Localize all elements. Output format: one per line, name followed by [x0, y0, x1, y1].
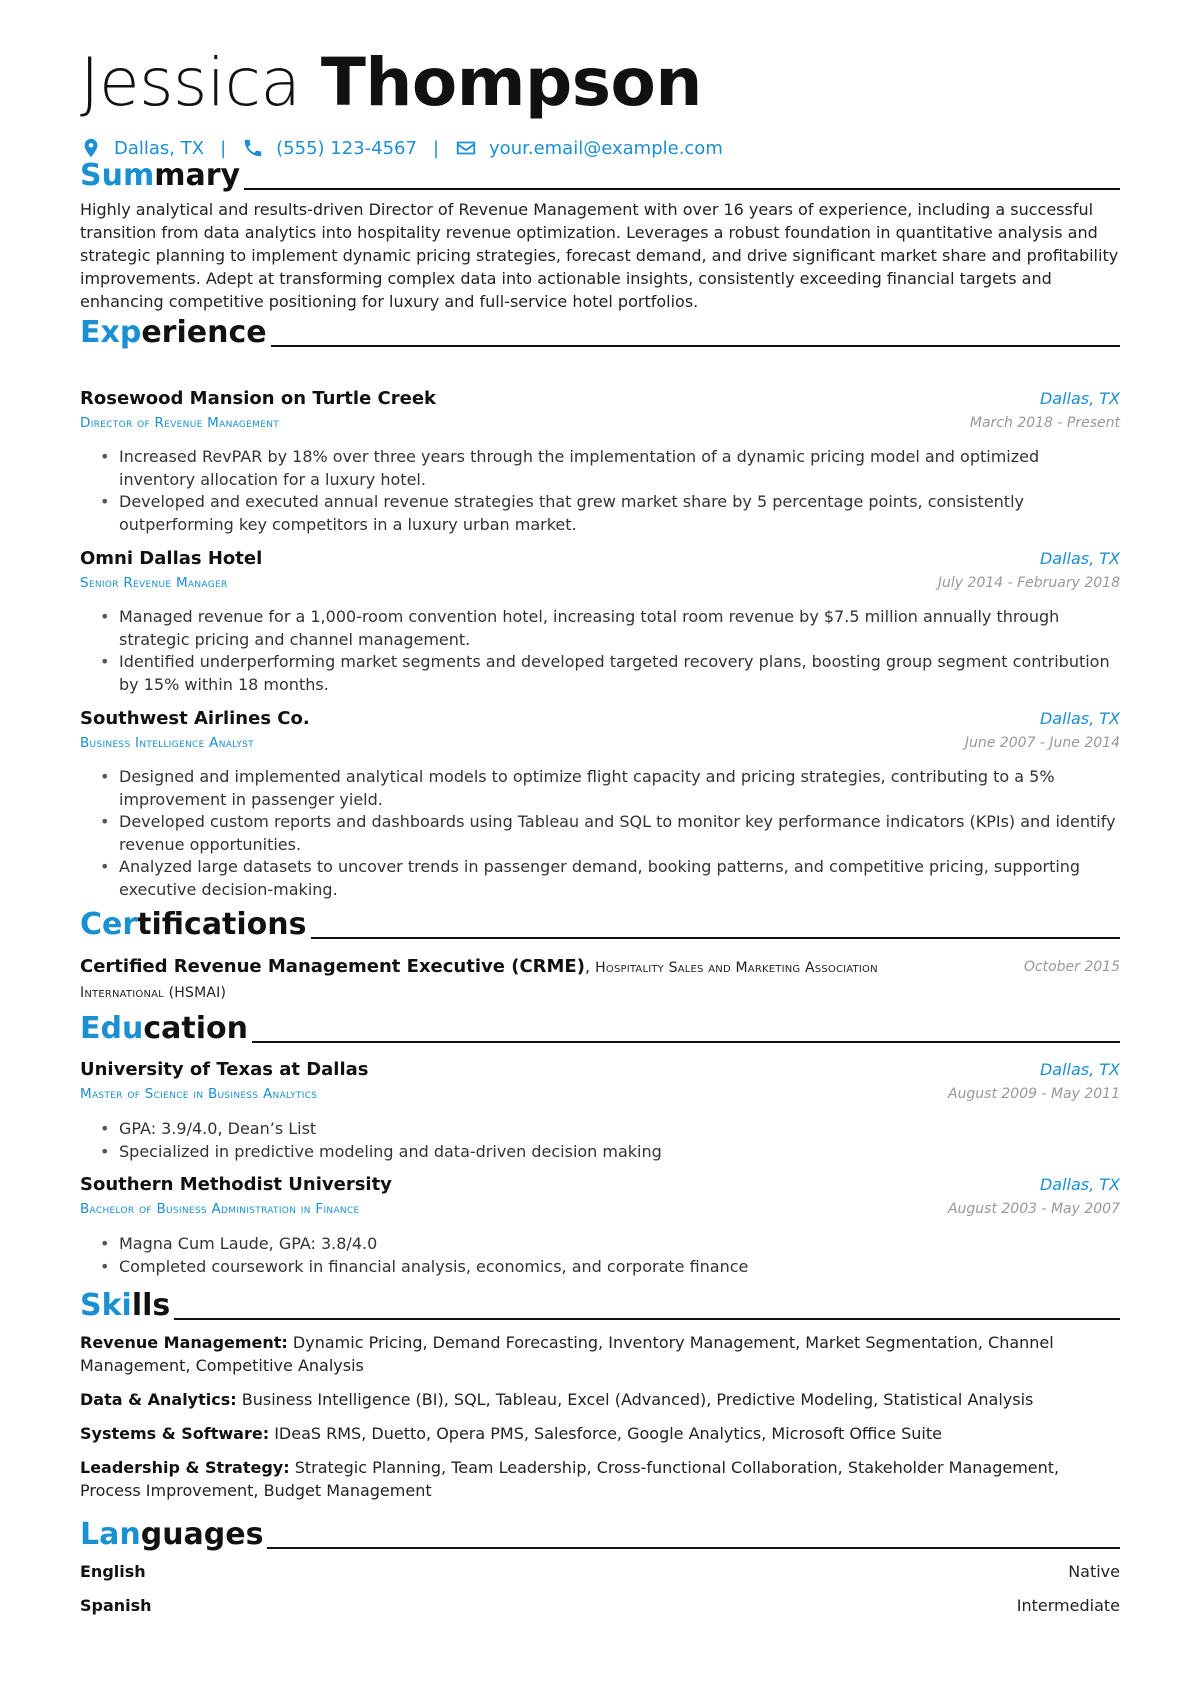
- list-item: • Completed coursework in financial analysis, economics, and corporate finance: [100, 1256, 1120, 1279]
- skill-label: Leadership & Strategy:: [80, 1458, 290, 1477]
- job-bullets: [100, 606, 1120, 696]
- section-header-certifications: [80, 905, 1120, 945]
- skill-label: Data & Analytics:: [80, 1390, 237, 1409]
- job-bullets: [100, 446, 1120, 536]
- section-title: Summary: [80, 158, 241, 193]
- job-location: Dallas, TX: [1039, 549, 1120, 568]
- certification-date: October 2015: [1023, 959, 1120, 975]
- job-role: Business Intelligence Analyst: [80, 735, 254, 751]
- school-name: University of Texas at Dallas: [80, 1059, 369, 1080]
- skill-group: [80, 1456, 1120, 1502]
- education-dates: August 2003 - May 2007: [947, 1201, 1120, 1217]
- list-item: • Designed and implemented analytical models to optimize flight capacity and pricing strategies, contributing to a 5% improvement in passenger yield.: [100, 766, 1120, 811]
- contact-separator: |: [220, 137, 227, 159]
- first-name: Jessica: [80, 44, 301, 121]
- contact-separator: |: [432, 137, 440, 159]
- certification-entry: Certified Revenue Management Executive (CRME), Hospitality Sales and Marketing Association International (HSMAI): [80, 956, 878, 1001]
- job-dates: March 2018 - Present: [969, 415, 1120, 431]
- skill-group: [80, 1388, 1120, 1411]
- skill-label: Revenue Management:: [80, 1333, 288, 1352]
- section-title: Experience: [80, 315, 267, 350]
- list-item: • Managed revenue for a 1,000-room convention hotel, increasing total room revenue by $7.5 million annually through strategic pricing and channel management.: [100, 606, 1120, 651]
- job-company: Rosewood Mansion on Turtle Creek: [80, 388, 437, 409]
- summary-text: Highly analytical and results-driven Director of Revenue Management with over 16 years of experience, including a successful transition from data analytics into hospitality revenue optimization. Leverages a robust foundation in quantitative analysis and strategic planning to implement dynamic pricing strategies, forecast demand, and drive significant market share and profitability improvements. Adept at transforming complex data into actionable insights, consistently exceeding financial targets and enhancing competitive positioning for luxury and full-service hotel portfolios.: [80, 200, 1119, 311]
- job-bullets: [100, 766, 1120, 901]
- section-header-experience: [80, 313, 1120, 353]
- job-location: Dallas, TX: [1039, 389, 1120, 408]
- school-name: Southern Methodist University: [80, 1174, 392, 1195]
- list-item: • Increased RevPAR by 18% over three years through the implementation of a dynamic pricing model and optimized inventory allocation for a luxury hotel.: [100, 446, 1120, 491]
- language-name: English: [80, 1562, 146, 1581]
- job-company: Omni Dallas Hotel: [80, 548, 263, 569]
- section-rule: [174, 1318, 1120, 1320]
- certification-name: Certified Revenue Management Executive (CRME): [80, 956, 585, 977]
- education-bullets: [100, 1118, 1120, 1163]
- skill-group: [80, 1331, 1120, 1377]
- education-bullets: [100, 1233, 1120, 1278]
- candidate-name: [80, 40, 702, 126]
- job-role: Senior Revenue Manager: [80, 575, 228, 591]
- job-location: Dallas, TX: [1039, 709, 1120, 728]
- section-header-education: [80, 1009, 1120, 1049]
- job-dates: July 2014 - February 2018: [937, 575, 1120, 591]
- section-title: Certifications: [80, 907, 307, 942]
- degree: Bachelor of Business Administration in Finance: [80, 1201, 360, 1217]
- skill-items: Strategic Planning, Team Leadership, Cross-functional Collaboration, Stakeholder Management, Process Improvement, Budget Management: [80, 1458, 1060, 1500]
- email-link[interactable]: your.email@example.com: [489, 137, 723, 159]
- section-header-languages: [80, 1515, 1120, 1555]
- list-item: • Developed and executed annual revenue strategies that grew market share by 5 percentage points, consistently outperforming key competitors in a luxury urban market.: [100, 491, 1120, 536]
- section-rule: [271, 345, 1120, 347]
- skill-items: IDeaS RMS, Duetto, Opera PMS, Salesforce, Google Analytics, Microsoft Office Suite: [274, 1424, 942, 1443]
- school-location: Dallas, TX: [1039, 1060, 1120, 1079]
- degree: Master of Science in Business Analytics: [80, 1086, 318, 1102]
- certification-org: Hospitality Sales and Marketing Association International (HSMAI): [80, 960, 878, 1001]
- list-item: • Analyzed large datasets to uncover trends in passenger demand, booking patterns, and competitive pricing, supporting executive decision-making.: [100, 856, 1120, 901]
- section-header-summary: [80, 156, 1120, 196]
- job-dates: June 2007 - June 2014: [964, 735, 1120, 751]
- skill-items: Dynamic Pricing, Demand Forecasting, Inventory Management, Market Segmentation, Channel Management, Competitive Analysis: [80, 1333, 1054, 1375]
- list-item: • Specialized in predictive modeling and data-driven decision making: [100, 1141, 1120, 1164]
- education-dates: August 2009 - May 2011: [947, 1086, 1120, 1102]
- location-text: Dallas, TX: [114, 137, 205, 159]
- language-level: Intermediate: [1016, 1596, 1120, 1615]
- last-name: Thompson: [320, 44, 702, 121]
- section-title: Languages: [80, 1517, 264, 1552]
- list-item: • GPA: 3.9/4.0, Dean’s List: [100, 1118, 1120, 1141]
- section-rule: [267, 1547, 1120, 1549]
- section-rule: [311, 937, 1120, 939]
- skill-group: [80, 1422, 1120, 1445]
- list-item: • Developed custom reports and dashboards using Tableau and SQL to monitor key performance indicators (KPIs) and identify revenue opportunities.: [100, 811, 1120, 856]
- skill-items: Business Intelligence (BI), SQL, Tableau, Excel (Advanced), Predictive Modeling, Statistical Analysis: [241, 1390, 1034, 1409]
- school-location: Dallas, TX: [1039, 1175, 1120, 1194]
- list-item: • Magna Cum Laude, GPA: 3.8/4.0: [100, 1233, 1120, 1256]
- job-company: Southwest Airlines Co.: [80, 708, 310, 729]
- language-level: Native: [1068, 1562, 1120, 1581]
- phone-text: (555) 123-4567: [276, 137, 417, 159]
- section-title: Skills: [80, 1288, 171, 1323]
- section-rule: [252, 1041, 1120, 1043]
- section-rule: [244, 188, 1120, 190]
- section-header-skills: [80, 1286, 1120, 1326]
- skill-label: Systems & Software:: [80, 1424, 270, 1443]
- section-title: Education: [80, 1011, 248, 1046]
- job-role: Director of Revenue Management: [80, 415, 280, 431]
- list-item: • Identified underperforming market segments and developed targeted recovery plans, boosting group segment contribution by 15% within 18 months.: [100, 651, 1120, 696]
- language-name: Spanish: [80, 1596, 152, 1615]
